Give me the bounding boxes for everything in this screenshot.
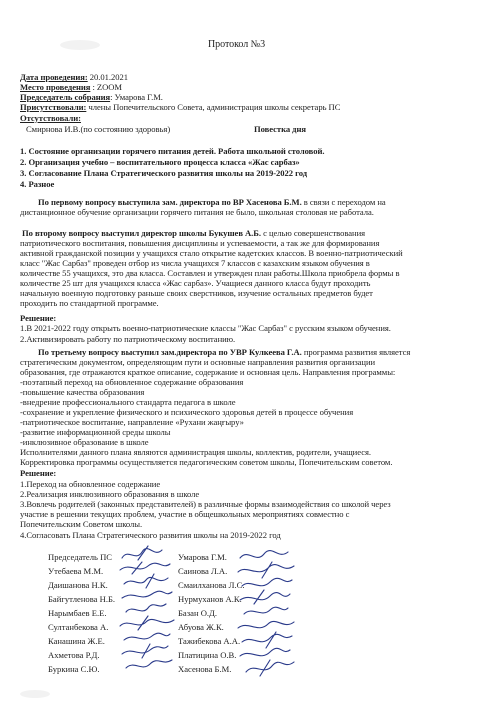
signature-name-right: Хасенова Б.М. [178, 664, 232, 674]
para3-line: Корректировка программы осуществляется педагогическим советом школы, Попечительским советом. [20, 457, 393, 467]
handwritten-signatures-left [118, 544, 178, 674]
agenda-item: 2. Организация учебно – воспитательного процесса класса «Жас сарбаз» [20, 157, 300, 167]
para2-line: По второму вопросу выступил директор школы Букушев А.Б. с целью совершенствования [22, 228, 366, 238]
meta-place: Место проведения : ZOOM [20, 82, 122, 92]
protocol-title: Протокол №3 [208, 39, 266, 50]
decision2-item: 1.Переход на обновленное содержание [20, 479, 161, 489]
para3-line: -патриотическое воспитание, направление «Рухани жаңғыру» [20, 417, 244, 427]
para3-line: По третьему вопросу выступил зам.директора по УВР Кулкеева Г.А. программа развития является [38, 347, 411, 357]
signature-name-right: Абуова Ж.К. [178, 622, 224, 632]
meta-date: Дата проведения: 20.01.2021 [20, 72, 128, 82]
para2-line: патриотического воспитания, повышения дисциплины и успеваемости, а так же для формирования [20, 238, 380, 248]
agenda-item: 4. Разное [20, 179, 55, 189]
agenda-heading: Повестка дня [254, 124, 306, 134]
signature-name-right: Тажибекова А.А. [178, 636, 241, 646]
signature-name-right: Платицина О.В. [178, 650, 237, 660]
scan-smudge [20, 690, 50, 698]
para3-line: стратегическим документом, определяющим пути и основные направления развития организации [20, 357, 376, 367]
signature-name-right: Умарова Г.М. [178, 552, 227, 562]
meta-chair: Председатель собрания: Умарова Г.М. [20, 92, 163, 102]
para3-line: -повышение качества образования [20, 387, 145, 397]
agenda-item: 3. Согласование Плана Стратегического развития школы на 2019-2022 год [20, 168, 308, 178]
absent-member: Смирнова И.В.(по состоянию здоровья) [26, 124, 171, 134]
decision1-heading: Решение: [20, 313, 57, 323]
para3-line: -поэтапный переход на обновленное содержание образования [20, 377, 244, 387]
agenda-item: 1. Состояние организации горячего питания детей. Работа школьной столовой. [20, 146, 325, 156]
signature-name-left: Утебаева М.М. [48, 566, 104, 576]
para2-line: количестве 25 шт для учащихся класса «Жас сарбаз». Учащиеся данного класса будут проходить [20, 278, 371, 288]
decision1-item: 1.В 2021-2022 году открыть военно-патриотические классы "Жас Сарбаз" с русским языком обучения. [20, 323, 391, 333]
handwritten-signatures-right [236, 544, 298, 680]
para2-line: начальную военную подготовку раньше своих сверстников, изучение остальных предметов будет [20, 288, 373, 298]
para2-line: количестве 55 учащихся, это два класса. Составлен и утвержден план работы.Школа приобрела формы в [20, 268, 400, 278]
decision2-item: Попечительским Советом школы. [20, 519, 143, 529]
signature-name-left: Даишанова Н.К. [48, 580, 108, 590]
decision2-heading: Решение: [20, 468, 57, 478]
para3-line: -развитие информационной среды школы [20, 427, 171, 437]
meta-absent: Отсутствовали: [20, 113, 81, 123]
para3-line: -инклюзивное образование в школе [20, 437, 149, 447]
signature-name-right: Саинова Л.А. [178, 566, 228, 576]
signature-name-left: Канашина Ж.Е. [48, 636, 105, 646]
decision2-item: участие в решении текущих проблем, участие в общешкольных мероприятиях совместно с [20, 509, 350, 519]
para1-line: дистанционное обучение организации горячего питания не было, школьная столовая не работала. [20, 207, 374, 217]
signature-name-left: Байгутленова Н.Б. [48, 594, 116, 604]
para3-line: образования, где отражаются краткое описание, содержание и основная цель. Направления программы: [20, 367, 396, 377]
signature-name-left: Ахметова Р.Д. [48, 650, 100, 660]
signature-name-left: Буркина С.Ю. [48, 664, 100, 674]
para3-line: -сохранение и укрепление физического и психического здоровья детей в процессе обучения [20, 407, 354, 417]
decision2-item: 2.Реализация инклюзивного образования в школе [20, 489, 200, 499]
signature-name-right: Нурмуханов А.К. [178, 594, 242, 604]
decision2-item: 4.Согласовать Плана Стратегического развития школы на 2019-2022 год [20, 530, 281, 540]
signature-name-right: Смаилханова Л.С. [178, 580, 245, 590]
para1-line: По первому вопросу выступила зам. директора по ВР Хасенова Б.М. в связи с переходом на [38, 197, 386, 207]
para2-line: активной гражданской позиции у учащихся стало открытие кадетских классов. В военно-патриотический [20, 248, 403, 258]
meta-present: Присутствовали: члены Попечительского Совета, администрация школы секретарь ПС [20, 102, 341, 112]
signature-name-left: Султанбекова А. [48, 622, 109, 632]
signature-name-left: Нарымбаев Е.Е. [48, 608, 107, 618]
para2-line: класс "Жас Сарбаз" проведен отбор из числа учащихся 7 классов с казахским языком обучения в [20, 258, 370, 268]
signature-name-right: Базан О.Д. [178, 608, 218, 618]
decision1-item: 2.Активизировать работу по патриотическому воспитанию. [20, 334, 236, 344]
para2-line: проходить по стандартной программе. [20, 298, 159, 308]
para3-line: -внедрение профессионального стандарта педагога в школе [20, 397, 236, 407]
signature-name-left: Председатель ПС [48, 552, 113, 562]
decision2-item: 3.Вовлечь родителей (законных представителей) в различные формы взаимодействия со школой через [20, 499, 391, 509]
scan-smudge [60, 40, 100, 50]
para3-line: Исполнителями данного плана являются администрация школы, коллектив, родители, учащиеся. [20, 447, 371, 457]
